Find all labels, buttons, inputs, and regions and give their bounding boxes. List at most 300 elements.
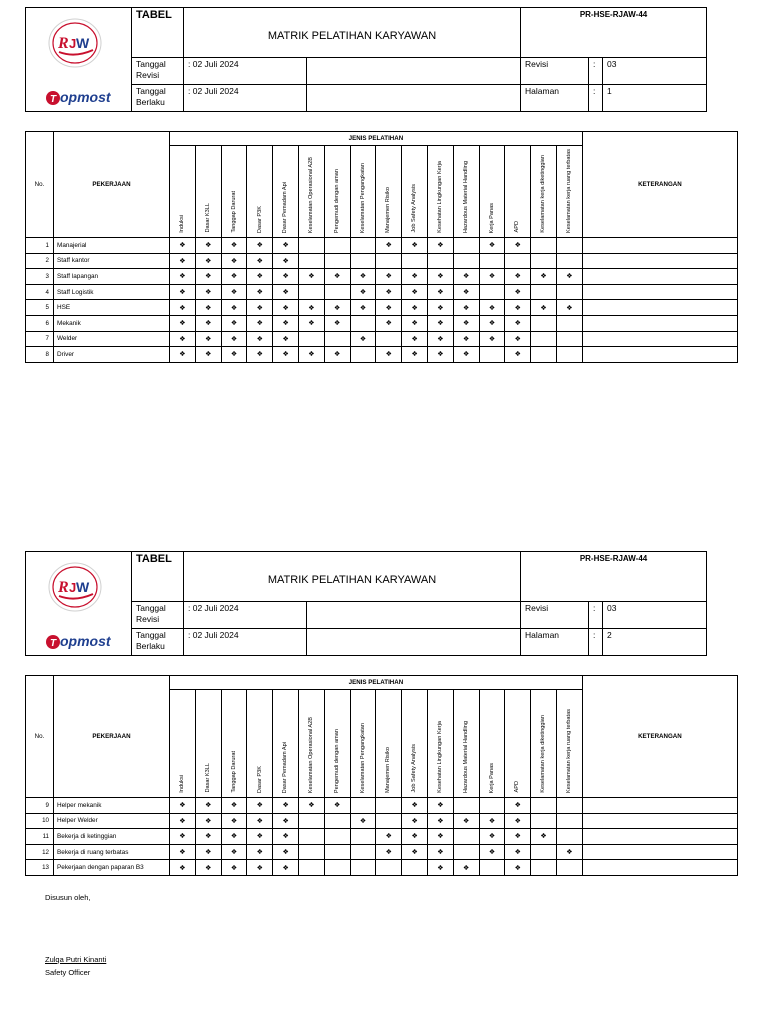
training-required-mark: ❖ [505,813,531,829]
training-required-mark: ❖ [350,331,376,347]
training-required-mark: ❖ [273,300,299,316]
training-required-mark: ❖ [427,284,453,300]
training-empty-cell [350,315,376,331]
svg-text:T: T [50,638,57,649]
training-required-mark: ❖ [531,829,557,845]
training-required-mark: ❖ [170,844,196,860]
training-required-mark: ❖ [324,798,350,814]
training-required-mark: ❖ [479,829,505,845]
training-required-mark: ❖ [427,347,453,363]
keterangan-cell [582,860,737,876]
training-required-mark: ❖ [221,347,247,363]
training-empty-cell [453,238,479,254]
training-empty-cell [479,860,505,876]
training-header [299,146,325,238]
training-required-mark: ❖ [221,829,247,845]
training-required-mark: ❖ [324,300,350,316]
training-empty-cell [402,253,428,269]
training-required-mark: ❖ [324,269,350,285]
training-required-mark: ❖ [402,347,428,363]
training-required-mark: ❖ [376,238,402,254]
table-row [26,813,738,829]
training-label: Keselamatan kerja diketinggian [540,155,547,233]
training-label: Keselamatan Pengangkatan [359,162,366,233]
training-required-mark: ❖ [376,315,402,331]
company-logo [26,552,132,656]
company-logo [26,8,132,112]
table-row [26,253,738,269]
training-empty-cell [299,860,325,876]
keterangan-cell [582,813,737,829]
row-number: 13 [26,860,54,876]
svg-text:J: J [69,36,77,51]
training-empty-cell [350,798,376,814]
tanggal-revisi-value: : 02 Juli 2024 [184,58,307,85]
training-required-mark: ❖ [402,331,428,347]
training-empty-cell [299,813,325,829]
training-required-mark: ❖ [247,253,273,269]
training-required-mark: ❖ [479,315,505,331]
training-required-mark: ❖ [376,844,402,860]
document-code: PR-HSE-RJAW-44 [521,552,707,602]
table-row [26,798,738,814]
revisi-colon: : [589,58,603,85]
training-required-mark: ❖ [324,347,350,363]
training-required-mark: ❖ [505,347,531,363]
training-required-mark: ❖ [324,315,350,331]
training-required-mark: ❖ [505,300,531,316]
training-label: Keselamatan kerja diketinggian [540,715,547,793]
tabel-label: TABEL [132,552,184,602]
training-required-mark: ❖ [195,315,221,331]
header-blank-cell [307,85,521,112]
training-required-mark: ❖ [247,813,273,829]
row-number: 10 [26,813,54,829]
training-required-mark: ❖ [170,284,196,300]
training-empty-cell [299,844,325,860]
training-required-mark: ❖ [170,860,196,876]
training-required-mark: ❖ [247,315,273,331]
halaman-value: 2 [603,629,707,656]
header-blank-cell [307,58,521,85]
training-label: Dasar K3LL [204,763,211,793]
training-required-mark: ❖ [247,300,273,316]
keterangan-cell [582,238,737,254]
training-required-mark: ❖ [273,269,299,285]
training-header [195,690,221,798]
training-required-mark: ❖ [556,269,582,285]
training-empty-cell [350,829,376,845]
training-required-mark: ❖ [273,844,299,860]
training-required-mark: ❖ [376,269,402,285]
training-label: Kesehatan Lingkungan Kerja [437,161,444,233]
table-row [26,347,738,363]
pekerjaan-header: PEKERJAAN [54,132,170,238]
training-required-mark: ❖ [221,238,247,254]
training-required-mark: ❖ [479,844,505,860]
training-required-mark: ❖ [505,844,531,860]
no-header: No. [26,132,54,238]
training-header [221,146,247,238]
training-required-mark: ❖ [170,813,196,829]
training-header [556,146,582,238]
job-name: Staff kantor [54,253,170,269]
training-required-mark: ❖ [479,331,505,347]
training-label: Keselamatan kerja ruang terbatas [566,709,573,793]
training-required-mark: ❖ [195,284,221,300]
training-label: Induksi [179,215,186,233]
training-required-mark: ❖ [247,238,273,254]
training-empty-cell [324,844,350,860]
training-empty-cell [376,813,402,829]
training-header [247,690,273,798]
training-required-mark: ❖ [195,813,221,829]
jenis-pelatihan-header: JENIS PELATIHAN [170,132,583,146]
revisi-value: 03 [603,58,707,85]
training-header [402,146,428,238]
document-code: PR-HSE-RJAW-44 [521,8,707,58]
tanggal-berlaku-label: Tanggal Berlaku [132,629,184,656]
revisi-label: Revisi [521,58,589,85]
training-required-mark: ❖ [531,300,557,316]
training-empty-cell [556,238,582,254]
training-required-mark: ❖ [505,331,531,347]
job-name: Pekerjaan dengan paparan B3 [54,860,170,876]
training-header [453,146,479,238]
training-required-mark: ❖ [427,269,453,285]
document-title: MATRIK PELATIHAN KARYAWAN [184,552,521,602]
training-empty-cell [299,238,325,254]
training-required-mark: ❖ [221,300,247,316]
training-empty-cell [324,829,350,845]
training-required-mark: ❖ [273,253,299,269]
job-name: Helper Welder [54,813,170,829]
training-required-mark: ❖ [247,798,273,814]
keterangan-cell [582,844,737,860]
training-header [402,690,428,798]
training-label: Keselamatan kerja ruang terbatas [566,149,573,233]
keterangan-cell [582,347,737,363]
training-required-mark: ❖ [195,798,221,814]
table-row [26,829,738,845]
training-required-mark: ❖ [221,315,247,331]
halaman-colon: : [589,629,603,656]
keterangan-cell [582,284,737,300]
training-required-mark: ❖ [427,315,453,331]
training-required-mark: ❖ [505,269,531,285]
pekerjaan-header: PEKERJAAN [54,676,170,798]
training-required-mark: ❖ [453,300,479,316]
training-required-mark: ❖ [453,347,479,363]
training-required-mark: ❖ [505,284,531,300]
training-required-mark: ❖ [221,253,247,269]
tanggal-berlaku-value: : 02 Juli 2024 [184,85,307,112]
training-header [427,690,453,798]
training-required-mark: ❖ [195,300,221,316]
training-empty-cell [350,347,376,363]
table-row [26,860,738,876]
training-empty-cell [556,284,582,300]
training-empty-cell [324,860,350,876]
keterangan-header: KETERANGAN [582,676,737,798]
training-empty-cell [531,284,557,300]
training-empty-cell [531,844,557,860]
halaman-label: Halaman [521,629,589,656]
row-number: 5 [26,300,54,316]
keterangan-header: KETERANGAN [582,132,737,238]
training-empty-cell [324,331,350,347]
training-required-mark: ❖ [247,829,273,845]
training-required-mark: ❖ [402,844,428,860]
training-header [531,146,557,238]
training-required-mark: ❖ [170,238,196,254]
training-required-mark: ❖ [273,347,299,363]
training-required-mark: ❖ [195,331,221,347]
training-empty-cell [324,238,350,254]
disusun-oleh-label: Disusun oleh, [45,893,91,902]
training-required-mark: ❖ [402,829,428,845]
training-required-mark: ❖ [479,813,505,829]
training-empty-cell [376,860,402,876]
training-empty-cell [531,860,557,876]
training-empty-cell [556,315,582,331]
training-required-mark: ❖ [273,315,299,331]
training-required-mark: ❖ [505,798,531,814]
training-required-mark: ❖ [556,844,582,860]
training-required-mark: ❖ [299,300,325,316]
job-name: HSE [54,300,170,316]
training-label: Tanggap Darurat [230,751,237,793]
row-number: 3 [26,269,54,285]
training-required-mark: ❖ [505,860,531,876]
training-required-mark: ❖ [402,269,428,285]
training-empty-cell [556,813,582,829]
revisi-colon: : [589,602,603,629]
training-header [479,146,505,238]
training-required-mark: ❖ [170,798,196,814]
training-label: Job Safety Analysis [411,184,418,233]
training-required-mark: ❖ [453,331,479,347]
training-empty-cell [350,253,376,269]
halaman-value: 1 [603,85,707,112]
table-row [26,844,738,860]
svg-text:R: R [58,35,69,52]
training-empty-cell [531,331,557,347]
training-required-mark: ❖ [427,331,453,347]
training-required-mark: ❖ [479,300,505,316]
training-required-mark: ❖ [350,813,376,829]
training-required-mark: ❖ [453,315,479,331]
row-number: 4 [26,284,54,300]
training-required-mark: ❖ [531,269,557,285]
training-label: Kesehatan Lingkungan Kerja [437,721,444,793]
training-label: Keselamatan Operasional A2B [308,156,315,233]
training-header [247,146,273,238]
training-required-mark: ❖ [427,798,453,814]
document-header-page2 [25,551,707,656]
training-required-mark: ❖ [479,238,505,254]
row-number: 2 [26,253,54,269]
training-empty-cell [531,315,557,331]
training-header [376,146,402,238]
training-empty-cell [299,829,325,845]
training-header [453,690,479,798]
training-label: Hazardous Material Handling [462,160,469,233]
row-number: 9 [26,798,54,814]
training-required-mark: ❖ [221,813,247,829]
training-empty-cell [350,860,376,876]
training-label: Keselamatan Operasional A2B [308,716,315,793]
header-blank-cell [307,602,521,629]
training-matrix-page2 [25,675,738,876]
training-required-mark: ❖ [299,347,325,363]
training-required-mark: ❖ [402,238,428,254]
training-empty-cell [531,798,557,814]
training-empty-cell [299,284,325,300]
training-label: Manajemen Risiko [385,186,392,233]
training-required-mark: ❖ [221,269,247,285]
training-required-mark: ❖ [195,269,221,285]
training-required-mark: ❖ [505,238,531,254]
training-required-mark: ❖ [273,798,299,814]
document-header-page1 [25,7,707,112]
training-header [350,690,376,798]
training-empty-cell [350,238,376,254]
training-matrix-page1 [25,131,738,363]
training-empty-cell [556,347,582,363]
training-required-mark: ❖ [376,347,402,363]
job-name: Staff lapangan [54,269,170,285]
training-empty-cell [531,253,557,269]
training-required-mark: ❖ [170,300,196,316]
training-required-mark: ❖ [170,331,196,347]
svg-text:W: W [76,35,90,51]
row-number: 7 [26,331,54,347]
training-required-mark: ❖ [195,238,221,254]
training-header [170,690,196,798]
training-header [505,146,531,238]
job-name: Staff Logistik [54,284,170,300]
training-required-mark: ❖ [350,284,376,300]
training-required-mark: ❖ [505,829,531,845]
halaman-colon: : [589,85,603,112]
row-number: 11 [26,829,54,845]
training-empty-cell [427,253,453,269]
training-label: APD [514,781,521,793]
training-required-mark: ❖ [427,238,453,254]
training-required-mark: ❖ [273,860,299,876]
tanggal-revisi-value: : 02 Juli 2024 [184,602,307,629]
table-row [26,315,738,331]
training-header [479,690,505,798]
training-required-mark: ❖ [195,253,221,269]
training-header [556,690,582,798]
training-required-mark: ❖ [221,860,247,876]
training-empty-cell [556,860,582,876]
tanggal-berlaku-value: : 02 Juli 2024 [184,629,307,656]
training-required-mark: ❖ [427,844,453,860]
training-required-mark: ❖ [247,284,273,300]
training-empty-cell [299,253,325,269]
row-number: 1 [26,238,54,254]
training-empty-cell [556,829,582,845]
training-empty-cell [324,813,350,829]
training-required-mark: ❖ [170,347,196,363]
training-label: Dasar P3K [256,205,263,233]
training-required-mark: ❖ [195,860,221,876]
training-header [531,690,557,798]
training-empty-cell [324,284,350,300]
training-empty-cell [556,331,582,347]
training-required-mark: ❖ [195,844,221,860]
training-empty-cell [299,331,325,347]
training-required-mark: ❖ [505,315,531,331]
training-required-mark: ❖ [350,269,376,285]
training-required-mark: ❖ [402,813,428,829]
document-title: MATRIK PELATIHAN KARYAWAN [184,8,521,58]
job-name: Manajerial [54,238,170,254]
keterangan-cell [582,331,737,347]
training-label: Tanggap Darurat [230,191,237,233]
training-empty-cell [531,238,557,254]
training-empty-cell [453,798,479,814]
table-row [26,331,738,347]
training-required-mark: ❖ [299,315,325,331]
logo-wordmark: opmost [60,633,111,649]
halaman-label: Halaman [521,85,589,112]
tanggal-berlaku-label: Tanggal Berlaku [132,85,184,112]
training-required-mark: ❖ [402,315,428,331]
signatory-name: Zulqa Putri Kinanti [45,955,107,964]
training-header [273,690,299,798]
training-required-mark: ❖ [299,269,325,285]
training-required-mark: ❖ [247,860,273,876]
training-label: Dasar Pemadam Api [282,741,289,793]
training-header [376,690,402,798]
training-header [505,690,531,798]
training-empty-cell [479,253,505,269]
keterangan-cell [582,269,737,285]
training-required-mark: ❖ [376,300,402,316]
training-required-mark: ❖ [170,253,196,269]
training-label: Dasar Pemadam Api [282,181,289,233]
svg-text:R: R [58,579,69,596]
tabel-label: TABEL [132,8,184,58]
training-required-mark: ❖ [453,813,479,829]
keterangan-cell [582,829,737,845]
training-required-mark: ❖ [221,284,247,300]
training-empty-cell [453,829,479,845]
job-name: Bekerja di ruang terbatas [54,844,170,860]
training-required-mark: ❖ [350,300,376,316]
training-required-mark: ❖ [273,813,299,829]
training-required-mark: ❖ [299,798,325,814]
header-blank-cell [307,629,521,656]
table-row [26,284,738,300]
training-required-mark: ❖ [427,813,453,829]
training-empty-cell [531,813,557,829]
training-empty-cell [479,347,505,363]
training-label: Kerja Panas [488,762,495,793]
job-name: Mekanik [54,315,170,331]
signatory-role: Safety Officer [45,968,91,977]
row-number: 8 [26,347,54,363]
training-empty-cell [453,844,479,860]
training-header [324,146,350,238]
training-required-mark: ❖ [402,798,428,814]
training-empty-cell [376,331,402,347]
jenis-pelatihan-header: JENIS PELATIHAN [170,676,583,690]
